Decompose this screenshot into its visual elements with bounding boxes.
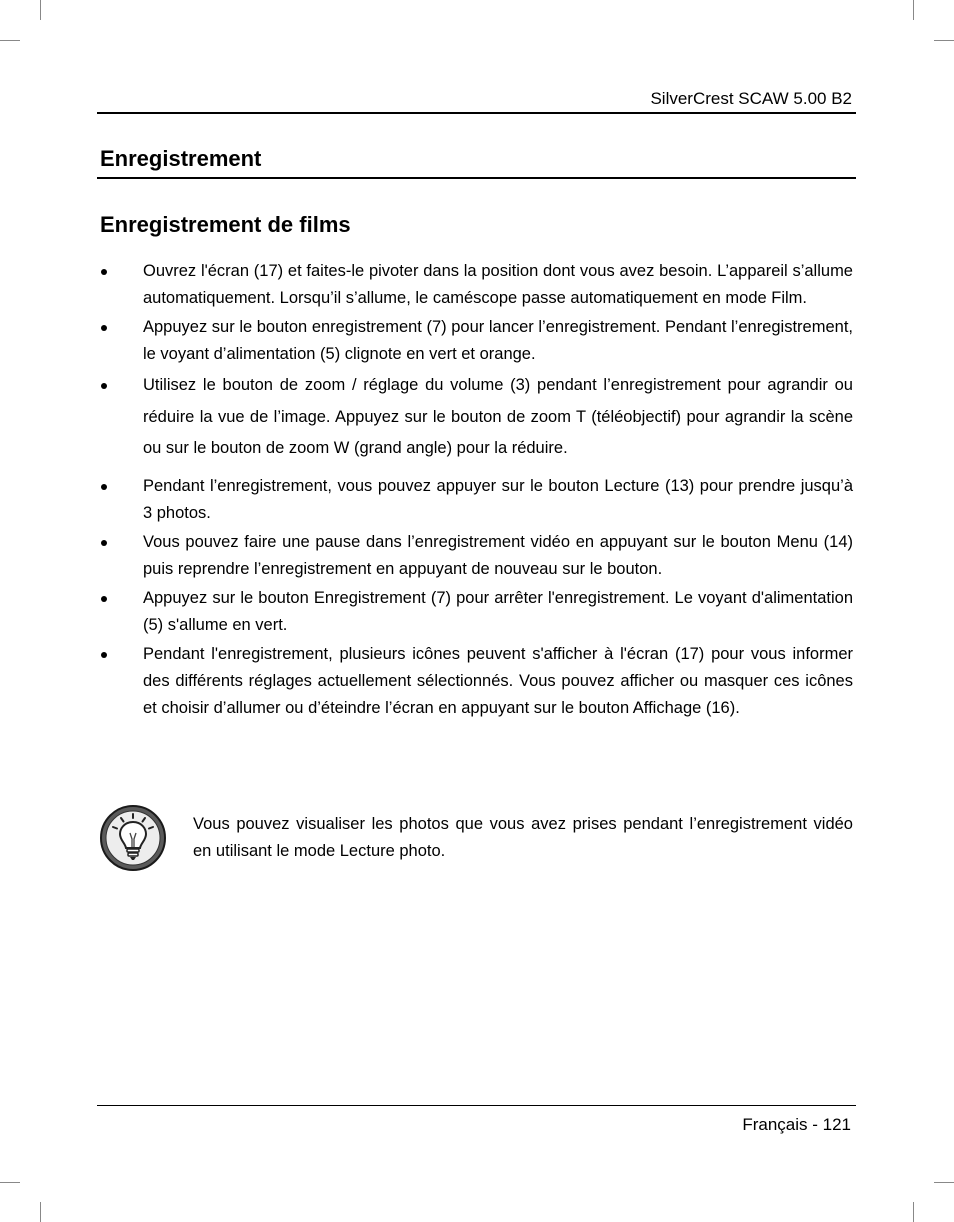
list-item-text: Vous pouvez faire une pause dans l’enregistrement vidéo en appuyant sur le bouton Menu (14) puis reprendre l’enregistrement en appuyant de nouveau sur le bouton.	[143, 532, 853, 578]
bullet-icon	[101, 383, 107, 389]
subsection-title: Enregistrement de films	[100, 212, 351, 237]
crop-mark	[40, 1202, 41, 1222]
instruction-list	[97, 258, 853, 724]
section-rule	[97, 177, 856, 179]
list-item-text: Pendant l’enregistrement, vous pouvez appuyer sur le bouton Lecture (13) pour prendre jusqu’à 3 photos.	[143, 476, 853, 522]
section-title: Enregistrement	[100, 146, 262, 171]
lightbulb-icon	[98, 803, 168, 873]
list-item	[97, 473, 853, 527]
list-item-text: Appuyez sur le bouton Enregistrement (7) pour arrêter l'enregistrement. Le voyant d'alimentation (5) s'allume en vert.	[143, 588, 853, 634]
footer-rule	[97, 1105, 856, 1106]
bullet-icon	[101, 269, 107, 275]
list-item	[97, 529, 853, 583]
crop-mark	[934, 40, 954, 41]
crop-mark	[913, 0, 914, 20]
running-header: SilverCrest SCAW 5.00 B2	[650, 89, 852, 108]
list-item	[97, 258, 853, 312]
list-item-text: Pendant l'enregistrement, plusieurs icônes peuvent s'afficher à l'écran (17) pour vous informer des différents réglages actuellement sélectionnés. Vous pouvez afficher ou masquer ces icônes et choisir d’allumer ou d’éteindre l’écran en appuyant sur le bouton Affichage (16).	[143, 644, 853, 717]
bullet-icon	[101, 484, 107, 490]
list-item	[97, 585, 853, 639]
list-item	[97, 370, 853, 465]
crop-mark	[40, 0, 41, 20]
crop-mark	[0, 1182, 20, 1183]
header-rule	[97, 112, 856, 114]
bullet-icon	[101, 596, 107, 602]
bullet-icon	[101, 652, 107, 658]
bullet-icon	[101, 325, 107, 331]
list-item	[97, 314, 853, 368]
bullet-icon	[101, 540, 107, 546]
crop-mark	[913, 1202, 914, 1222]
list-item	[97, 641, 853, 722]
tip-text: Vous pouvez visualiser les photos que vous avez prises pendant l’enregistrement vidéo en utilisant le mode Lecture photo.	[193, 815, 853, 860]
page-number: Français - 121	[742, 1115, 851, 1134]
list-item-text: Appuyez sur le bouton enregistrement (7) pour lancer l’enregistrement. Pendant l’enregistrement, le voyant d’alimentation (5) clignote en vert et orange.	[143, 318, 853, 363]
list-item-text: Ouvrez l'écran (17) et faites-le pivoter dans la position dont vous avez besoin. L’appareil s’allume automatiquement. Lorsqu’il s’allume, le caméscope passe automatiquement en mode Film.	[143, 262, 853, 307]
list-item-text: Utilisez le bouton de zoom / réglage du volume (3) pendant l’enregistrement pour agrandir ou réduire la vue de l’image. Appuyez sur le bouton de zoom T (téléobjectif) pour agrandir la scène ou sur le bouton de zoom W (grand angle) pour la réduire.	[143, 376, 853, 457]
crop-mark	[934, 1182, 954, 1183]
crop-mark	[0, 40, 20, 41]
